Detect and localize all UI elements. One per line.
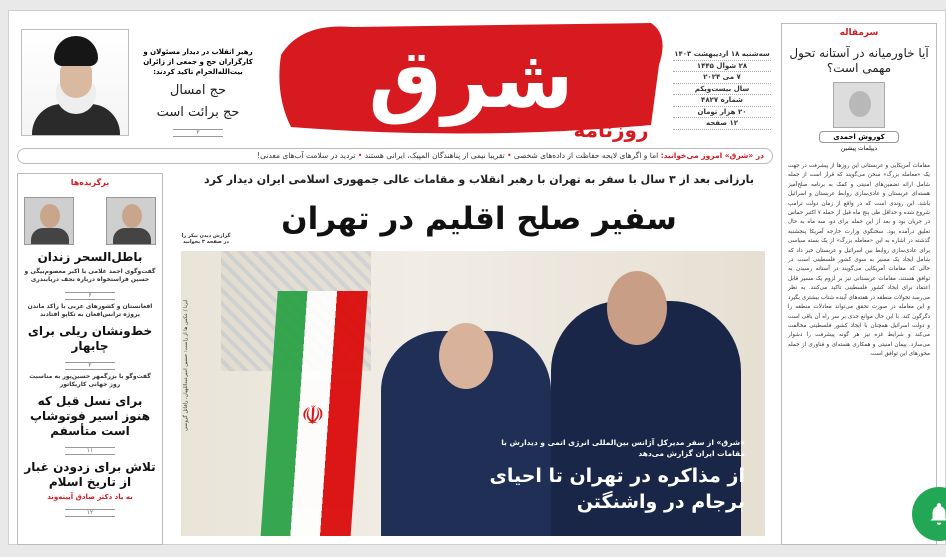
editorial-column[interactable]: سرمقاله آیا خاورمیانه در آستانه تحول مهمی است؟ کوروش احمدی دیپلمات پیشین مقامات آمریکایی و عربستانی این روزها از پیشرفت در جهت یک «معامله بزرگ» سخن می‌گویند که قرار است از جمله شامل ارائه تضمین‌های امنیتی و کمک به برنامه صلح‌آمیز هسته‌ای عربستان و عادی‌سازی روابط عربستان و اسرائیل باشد. این روندی است که در واقع از زمان دولت ترامپ شروع شده و حداقل طی پنج ماه قبل از حمله ۷ اکتبر حماس در جریان بود و بعد از این حمله برای دو، سه ماه به حال تعلیق درآمده بود. سخنگوی وزارت خارجه آمریکا پنجشنبه گذشته در اشاره به این «معامله بزرگ» از یک بسته سیاسی برای عادی‌سازی روابط بین اسرائیل و عربستان خبر داد که شامل ایجاد یک مسیر به سوی کشور فلسطینی است. در حالی که مقامات آمریکایی می‌گویند در آستانه رسیدن به توافق هستند، مقامات عربستانی نیز بر لزوم یک مسیر قابل اعتماد برای ایجاد کشور فلسطینی تاکید می‌کنند. به نظر می‌رسد تحولات منطقه در هفته‌های آینده شتاب بیشتری بگیرد و این معامله در صورت تحقق می‌تواند معادلات منطقه را دگرگون کند. با این حال موانع جدی بر سر راه آن باقی است و دولت اسرائیل همچنان با ایجاد کشور فلسطینی مخالفت می‌کند و شرایط غزه نیز هر گونه پیشرفت را دشوار می‌سازد. پیمان امنیتی و همکاری هسته‌ای و فناوری از جمله محورهای این توافق است. xyxy=(781,23,937,545)
shargh-logo xyxy=(271,15,671,145)
list-item[interactable]: گفت‌وگو با بزرگمهر حسین‌پور به مناسبت روز جهانی کاریکاتور برای نسل قبل که هنوز اسیر فوتوشاپ است متأسفم ۱۱ xyxy=(29,373,151,454)
list-item[interactable]: باطل‌السحر زندان گفت‌وگوی احمد غلامی با اکبر معصوم‌بیگی و حسین فراستخواه درباره نجف دریابندری ۶ xyxy=(24,250,156,299)
main-subhead: بارزانی بعد از ۳ سال با سفر به تهران با رهبر انقلاب و مقامات عالی جمهوری اسلامی ایران دیدار کرد xyxy=(204,173,754,186)
teaser-bar: در «شرق» امروز می‌خوانید: اما و اگرهای لایحه حفاظت از داده‌های شخصی • تقریبا نیمی از پناهندگان المپیک، ایرانی هستند • تردید در سلامت آب‌های معدنی! xyxy=(17,148,773,164)
hajj-story[interactable]: رهبر انقلاب در دیدار مسئولان و کارگزاران حج و جمعی از زائران بیت‌الله‌الحرام تاکید کردند: حج امسال حج برائت است ۲ xyxy=(143,48,253,136)
newspaper-page xyxy=(8,10,946,545)
main-headline[interactable]: سفیر صلح اقلیم در تهران xyxy=(281,201,677,237)
highlights-column: برگزیده‌ها باطل‌السحر زندان گفت‌وگوی احمد غلامی با اکبر معصوم‌بیگی و حسین فراستخواه درباره نجف دریابندری ۶ افغانستان و کشورهای عربی با راکد ماندن پروژه ترانس‌افغان به تکاپو افتادند خط‌ونشان ریلی برای چابهار ۲ گفت‌وگو با بزرگمهر حسین‌پور به مناسبت روز جهانی کاریکاتور برای نسل قبل که هنوز اسیر فوتوشاپ است متأسفم ۱۱ تلاش برای زدودن غبار از تاریخ اسلام به یاد دکتر صادق آیینه‌وند ۱۲ xyxy=(17,173,163,545)
main-photo[interactable] xyxy=(181,251,765,536)
svg-text:روزنامه: روزنامه xyxy=(573,118,649,142)
photo-credit: ایرنا / عکس ها از راست: حسین امیرعبداللهیان، رافائل گروسی xyxy=(183,299,189,431)
side-note: گزارش دیدن بیکر را در صفحه ۳ بخوانید xyxy=(181,233,231,245)
iran-flag: ☫ xyxy=(260,291,367,536)
list-item[interactable]: تلاش برای زدودن غبار از تاریخ اسلام به یاد دکتر صادق آیینه‌وند ۱۲ xyxy=(24,460,156,516)
svg-text:شرق: شرق xyxy=(368,32,574,127)
author-photo xyxy=(833,82,885,128)
story-photo xyxy=(106,197,156,245)
date-box: سه‌شنبه ۱۸ اردیبهشت ۱۴۰۳ ۲۸ شوال ۱۴۴۵ ۷ می ۲۰۲۴ سال بیست‌ویکم شماره ۴۸۲۷ ۲۰ هزار تومان ۱۲ صفحه xyxy=(673,49,771,130)
story-photo xyxy=(24,197,74,245)
photo-caption: «شرق» از سفر مدیرکل آژانس بین‌المللی انرژی اتمی و دیدارش با مقامات ایران گزارش می‌دهد از مذاکره در تهران تا احیای برجام در واشنگتن xyxy=(489,438,745,513)
leader-photo xyxy=(21,29,129,136)
list-item[interactable]: افغانستان و کشورهای عربی با راکد ماندن پروژه ترانس‌افغان به تکاپو افتادند خط‌ونشان ریلی برای چابهار ۲ xyxy=(27,303,153,369)
bell-icon xyxy=(926,501,946,527)
